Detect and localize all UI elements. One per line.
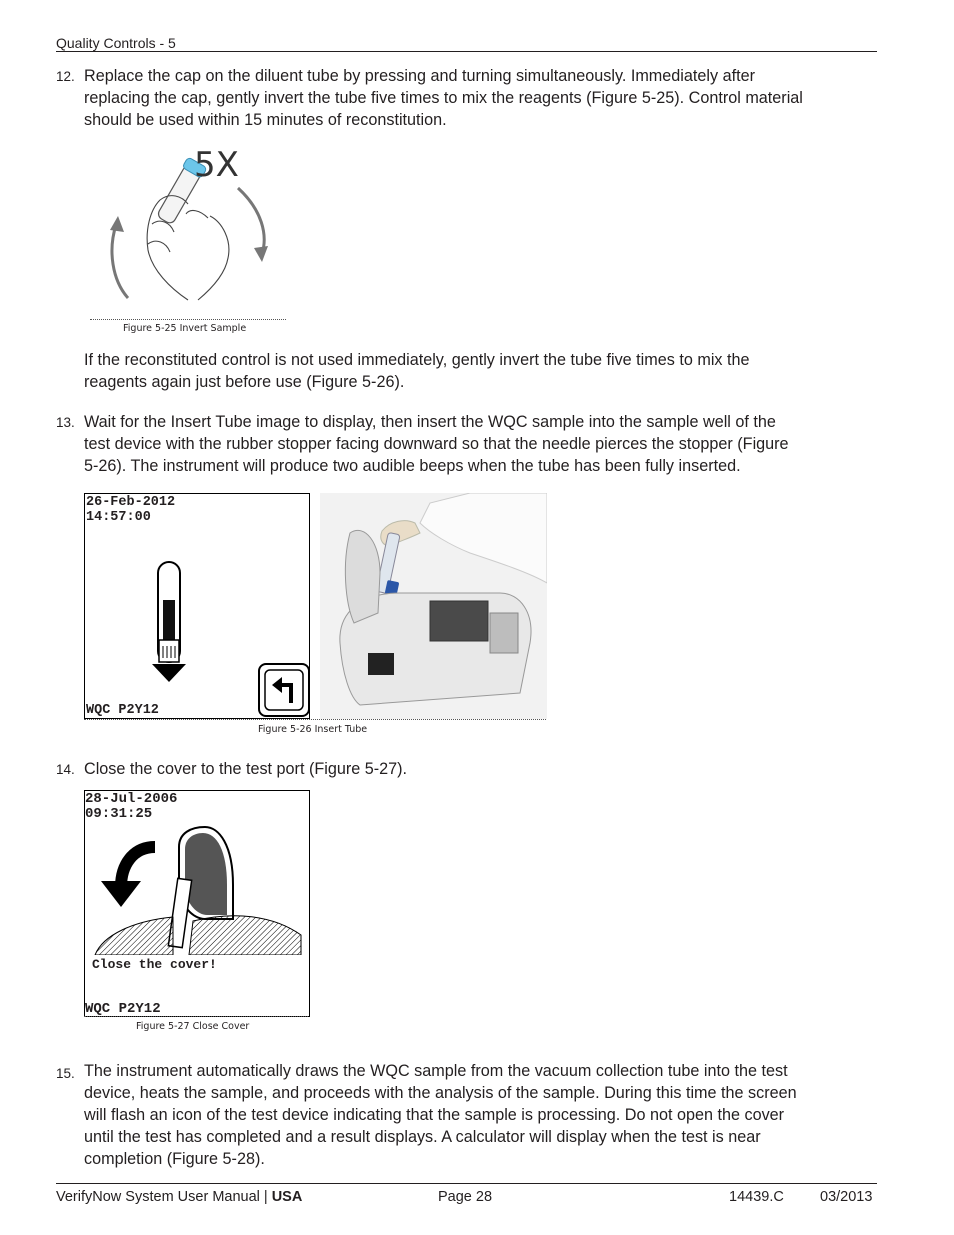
invert-sample-illustration: [90, 140, 286, 320]
insert-tube-screen: [84, 493, 310, 719]
text-line: 5-26). The instrument will produce two audible beeps when the tube has been fully inserted.: [84, 457, 741, 475]
step-number: 15.: [56, 1066, 75, 1081]
text-line: should be used within 15 minutes of reconstitution.: [84, 111, 447, 129]
header-rule: [56, 51, 877, 52]
figure-caption: Figure 5-26 Insert Tube: [258, 724, 368, 735]
screen-message: Close the cover!: [92, 957, 217, 972]
figure-caption: Figure 5-25 Invert Sample: [123, 323, 247, 334]
note-text: [84, 349, 750, 393]
footer-region: USA: [271, 1189, 303, 1205]
screen-date: 26-Feb-2012: [86, 495, 176, 510]
insert-tube-photo: [320, 493, 547, 719]
text-line: test device with the rubber stopper facing downward so that the needle pierces the stopper (Figure: [84, 435, 789, 453]
text-line: device, heats the sample, and proceeds with the analysis of the sample. During this time the screen: [84, 1084, 797, 1102]
footer-manual: [56, 1189, 302, 1205]
step-12-text: [84, 65, 803, 131]
page-header-title: Quality Controls - 5: [56, 35, 176, 51]
back-arrow-icon: [260, 665, 308, 715]
step-number: 13.: [56, 415, 75, 430]
step-14-text: [84, 758, 407, 780]
footer-manual-title: VerifyNow System User Manual |: [56, 1189, 268, 1205]
text-line: until the test has completed and a result displays. A calculator will display when the test is near: [84, 1128, 761, 1146]
figure-caption: Figure 5-27 Close Cover: [136, 1021, 250, 1032]
footer-date: 03/2013: [820, 1189, 873, 1205]
text-line: The instrument automatically draws the WQC sample from the vacuum collection tube into the test: [84, 1062, 788, 1080]
times-label: 5X: [194, 145, 239, 185]
footer-doc-number: 14439.C: [729, 1189, 784, 1205]
step-number: 12.: [56, 69, 75, 84]
caption-rule: [90, 319, 286, 320]
text-line: replacing the cap, gently invert the tube five times to mix the reagents (Figure 5-25). Control material: [84, 89, 803, 107]
back-button[interactable]: [258, 663, 310, 717]
screen-footer: WQC P2Y12: [85, 1001, 161, 1017]
text-line: will flash an icon of the test device indicating that the sample is processing. Do not open the cover: [84, 1106, 785, 1124]
text-line: completion (Figure 5-28).: [84, 1150, 265, 1168]
footer-page-number: Page 28: [438, 1189, 493, 1205]
screen-time: 09:31:25: [85, 806, 153, 822]
tube-down-icon: [149, 560, 189, 690]
footer-rule: [56, 1183, 877, 1184]
text-line: Wait for the Insert Tube image to display, then insert the WQC sample into the sample well of the: [84, 413, 776, 431]
text-line: If the reconstituted control is not used immediately, gently invert the tube five times to mix the: [84, 351, 750, 369]
screen-time: 14:57:00: [86, 510, 151, 525]
text-line: Close the cover to the test port (Figure 5-27).: [84, 760, 407, 778]
step-15-text: [84, 1060, 797, 1170]
close-cover-screen: [84, 790, 310, 1017]
screen-date: 28-Jul-2006: [85, 791, 178, 807]
screen-footer: WQC P2Y12: [86, 703, 159, 718]
caption-rule: [84, 1016, 308, 1017]
step-13-text: [84, 411, 789, 477]
step-number: 14.: [56, 762, 75, 777]
text-line: reagents again just before use (Figure 5-26).: [84, 373, 405, 391]
text-line: Replace the cap on the diluent tube by pressing and turning simultaneously. Immediately after: [84, 67, 755, 85]
close-cover-illustration: [93, 825, 303, 955]
caption-rule: [84, 719, 546, 720]
